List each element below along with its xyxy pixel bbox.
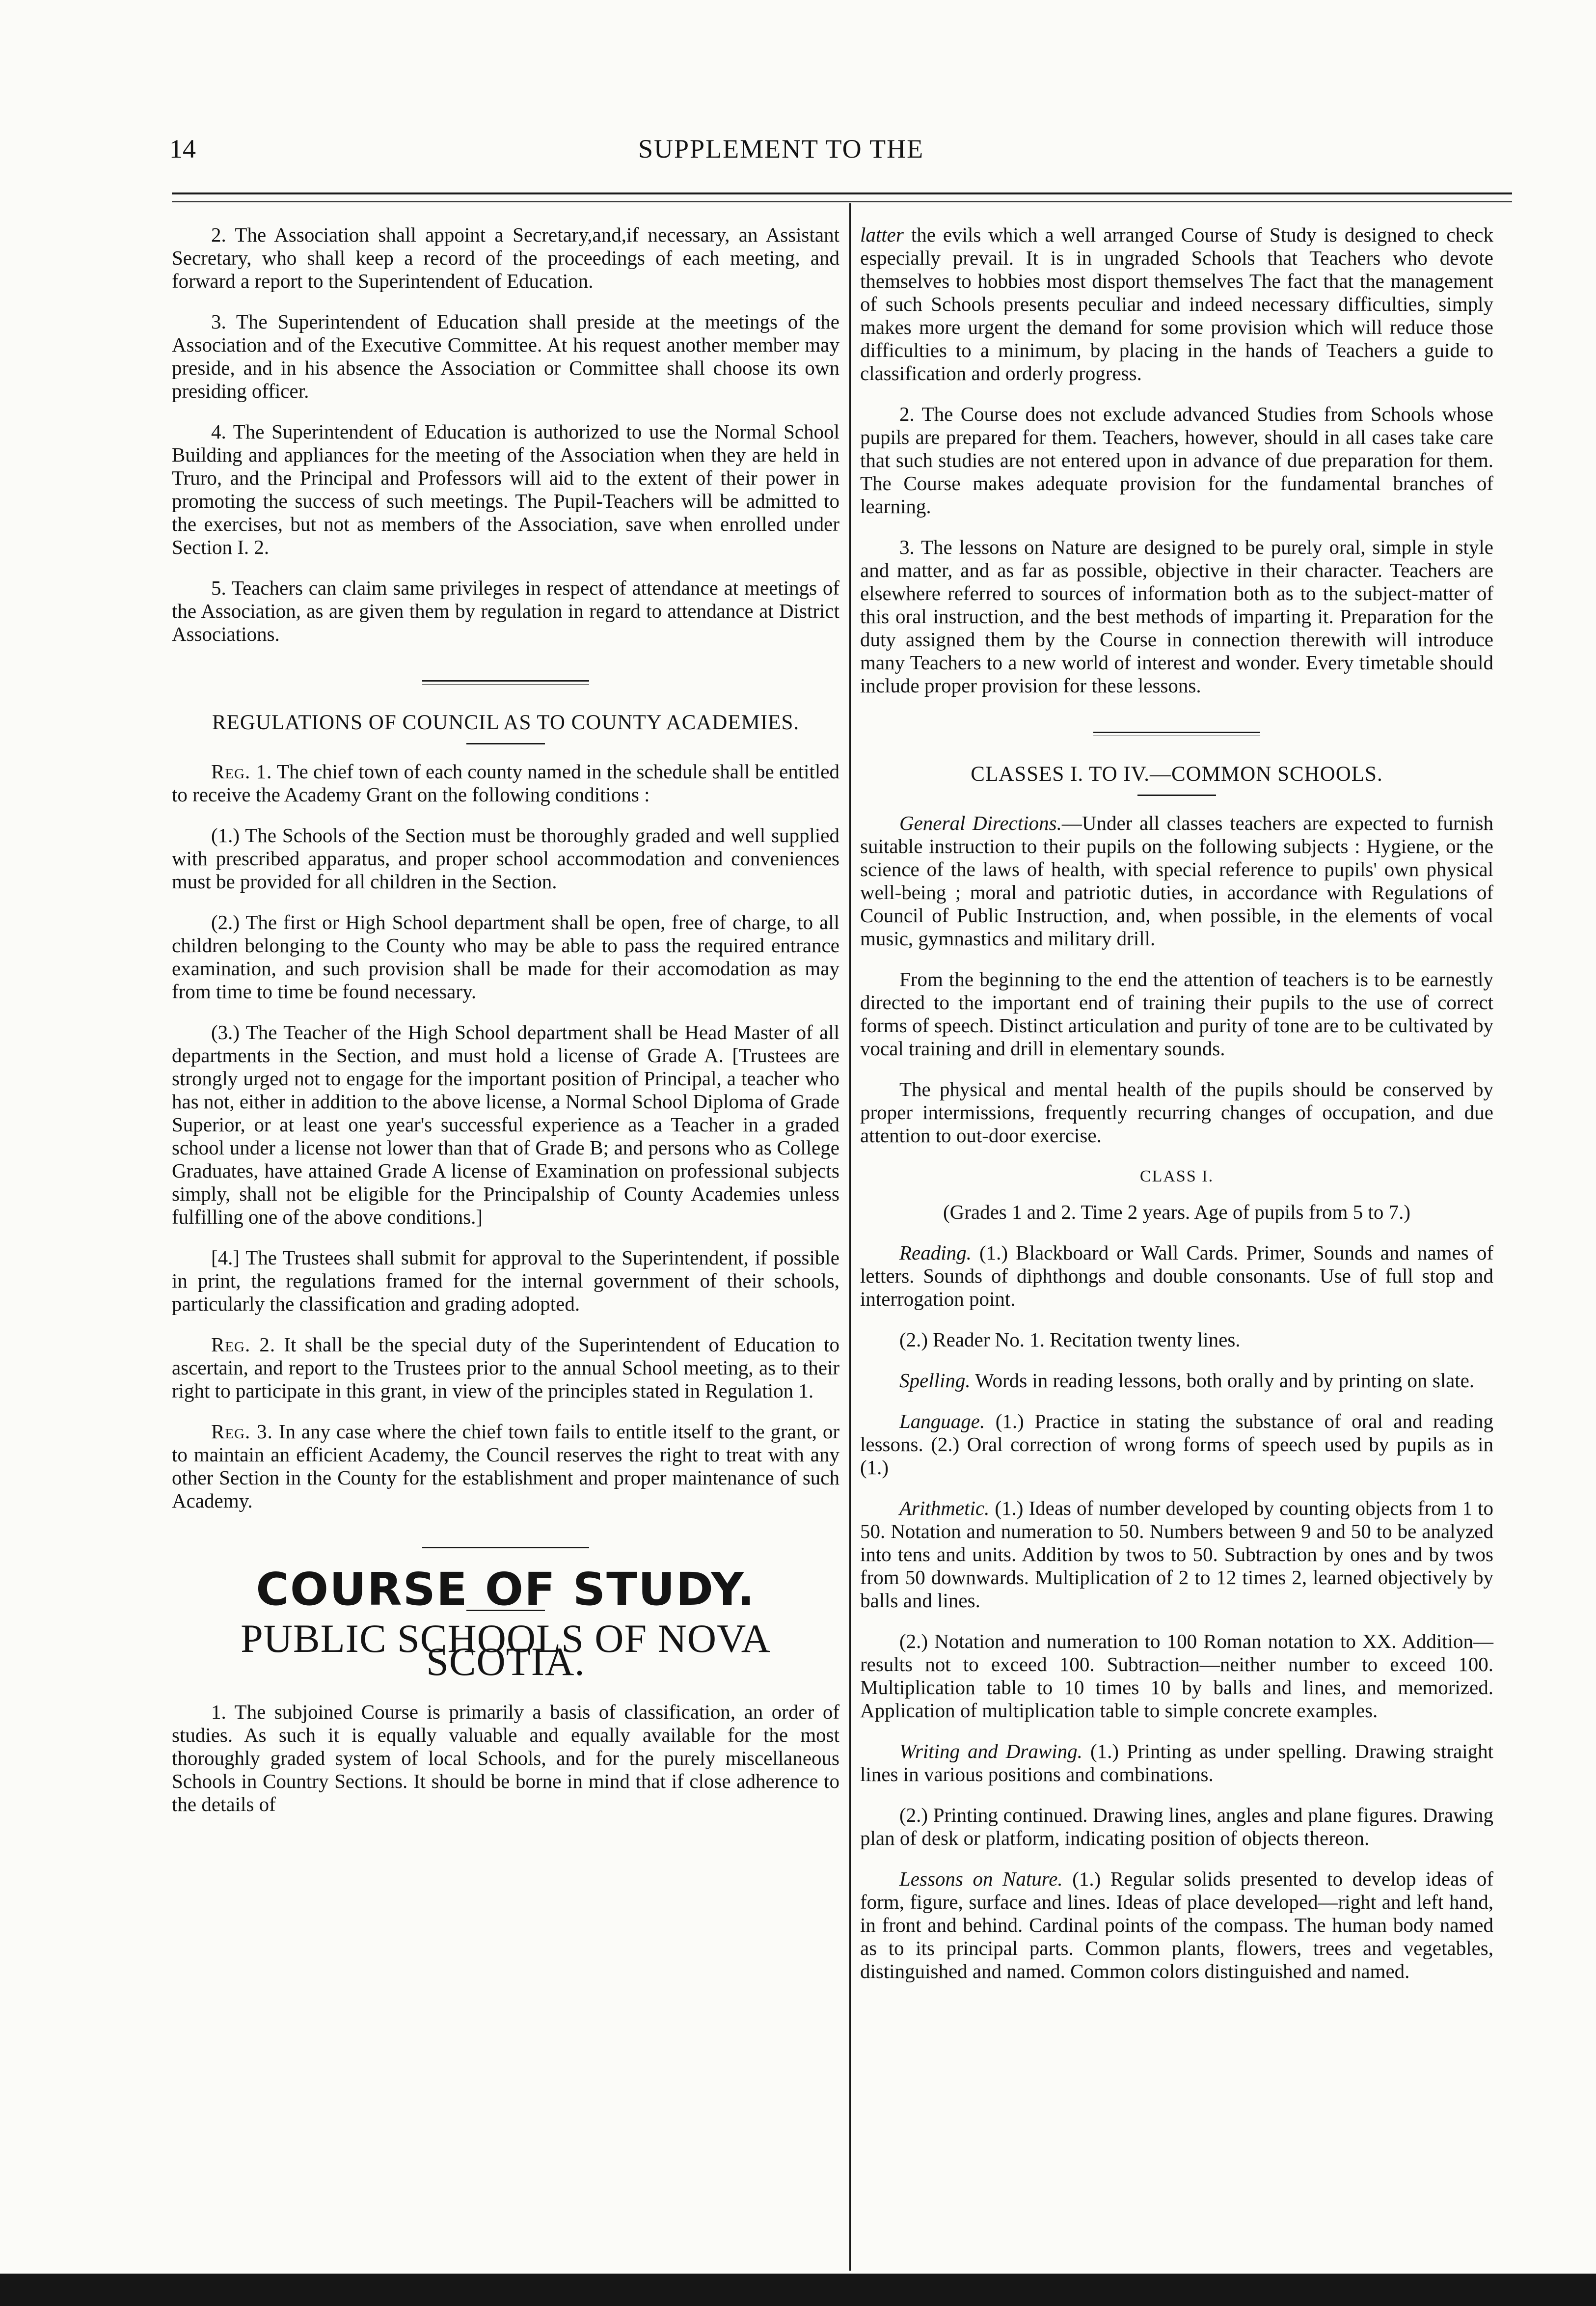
reg-2-label: Reg. 2. — [211, 1333, 276, 1356]
reg-3-label: Reg. 3. — [211, 1420, 273, 1443]
spelling-label: Spelling. — [899, 1369, 971, 1392]
reg-1-label: Reg. 1. — [211, 760, 272, 783]
nature-text: (1.) Regular solids presented to develop ideas of form, figure, surface and lines. Ideas of place developed—right and left hand, in front and behind. Cardinal points of the compass. The human body named as to its principal parts. Common plants, flowers, trees and vegetables, distinguished and named. Common colors distinguished and named. — [860, 1867, 1494, 1982]
regulations-heading: REGULATIONS OF COUNCIL AS TO COUNTY ACADEMIES. — [212, 711, 800, 734]
right-column — [860, 223, 1493, 2001]
heading-rule — [1137, 795, 1216, 796]
attention-para: From the beginning to the end the attention of teachers is to be earnestly directed to the important end of training their pupils to the use of correct forms of speech. Distinct articulation and purity of tone are to be cultivated by vocal training and drill in elementary sounds. — [860, 968, 1493, 1060]
course-title: COURSE OF STUDY. — [256, 1563, 756, 1616]
continued-italic: latter — [860, 223, 904, 246]
general-directions-text: —Under all classes teachers are expected to furnish suitable instruction to their pupils on the following subjects : Hygiene, or the science of the laws of health, with special reference to pupils' own physical well-being ; moral and patriotic duties, in accordance with Regulations of Council of Public Instruction, and, when possible, in the elements of vocal music, gymnastics and military drill. — [860, 812, 1494, 950]
writing-para — [860, 1740, 1493, 1786]
course-subtitle: PUBLIC SCHOOLS OF NOVA SCOTIA. — [241, 1616, 771, 1684]
header-rule — [172, 192, 1512, 194]
condition-2: (2.) The first or High School department shall be open, free of charge, to all children belonging to the County who may be able to pass the required entrance examination, and such provision shall be made for their accomodation as may from time to time be found necessary. — [172, 911, 839, 1003]
classes-heading: CLASSES I. TO IV.—COMMON SCHOOLS. — [971, 763, 1383, 786]
reg-1 — [172, 760, 839, 806]
grades-line: (Grades 1 and 2. Time 2 years. Age of pupils from 5 to 7.) — [943, 1201, 1410, 1223]
section-separator — [1093, 732, 1260, 733]
continued-para — [860, 223, 1493, 385]
spelling-para — [860, 1369, 1493, 1392]
arithmetic-text: (1.) Ideas of number developed by counting objects from 1 to 50. Notation and numeration to 50. Numbers between 9 and 50 to be analyzed into tens and units. Addition by twos to 50. Subtraction by ones and by twos from 50 downwards. Multiplication of 2 to 12 times 2, learned objectively by balls and lines. — [860, 1497, 1493, 1612]
assoc-para-2: 2. The Association shall appoint a Secretary,and,if necessary, an Assistant Secretary, who shall keep a record of the proceedings of each meeting, and forward a report to the Superintendent of Education. — [172, 223, 839, 292]
nature-para — [860, 1867, 1493, 1983]
language-label: Language. — [899, 1410, 985, 1432]
arithmetic-para — [860, 1497, 1493, 1612]
running-title: SUPPLEMENT TO THE — [638, 134, 924, 164]
reg-1-text: The chief town of each county named in the schedule shall be entitled to receive the Academy Grant on the following conditions : — [172, 760, 839, 806]
class-1-heading: CLASS I. — [1139, 1167, 1214, 1185]
writing-text: (1.) Printing as under spelling. Drawing straight lines in various positions and combinations. — [860, 1740, 1493, 1785]
condition-1: (1.) The Schools of the Section must be thoroughly graded and well supplied with prescribed apparatus, and proper school accommodation and conveniences must be provided for all children in the Section. — [172, 824, 839, 893]
column-divider — [849, 203, 851, 2271]
language-para — [860, 1410, 1493, 1479]
language-text: (1.) Practice in stating the substance of oral and reading lessons. (2.) Oral correction of wrong forms of speech used by pupils as in (1.) — [860, 1410, 1494, 1479]
reg-3-text: In any case where the chief town fails to entitle itself to the grant, or to maintain an efficient Academy, the Council reserves the right to treat with any other Section in the County for the establishment and proper maintenance of such Academy. — [172, 1420, 839, 1512]
arithmetic-para-2: (2.) Notation and numeration to 100 Roman notation to XX. Addition—results not to exceed 100. Subtraction—neither number to exceed 100. Multiplication table to 10 times 10 by balls and lines, and memorized. Application of multiplication table to simple concrete examples. — [860, 1630, 1493, 1722]
nature-label: Lessons on Nature. — [899, 1867, 1063, 1890]
assoc-para-3: 3. The Superintendent of Education shall preside at the meetings of the Association and of the Executive Committee. At his request another member may preside, and in his absence the Association or Committee shall choose its own presiding officer. — [172, 310, 839, 402]
reader-line: (2.) Reader No. 1. Recitation twenty lines. — [899, 1328, 1241, 1351]
section-separator — [422, 1547, 589, 1548]
condition-4: [4.] The Trustees shall submit for approval to the Superintendent, if possible in print, the regulations framed for the internal government of their schools, particularly the classification and grading adopted. — [172, 1246, 839, 1315]
left-column — [172, 223, 839, 1834]
reading-para — [860, 1241, 1493, 1311]
assoc-para-4: 4. The Superintendent of Education is authorized to use the Normal School Building and appliances for the meeting of the Association when they are held in Truro, and the Principal and Professors will aid to the extent of their power in promoting the success of such meetings. The Pupil-Teachers will be admitted to the exercises, but not as members of the Association, save when enrolled under Section I. 2. — [172, 420, 839, 558]
reading-text: (1.) Blackboard or Wall Cards. Primer, Sounds and names of letters. Sounds of diphthongs and double consonants. Use of full stop and interrogation point. — [860, 1241, 1493, 1310]
reg-2-text: It shall be the special duty of the Superintendent of Education to ascertain, and report to the Trustees prior to the annual School meeting, as to their right to participate in this grant, in view of the principles stated in Regulation 1. — [172, 1333, 839, 1402]
reading-label: Reading. — [899, 1241, 972, 1264]
section-separator — [422, 680, 589, 682]
course-para-2: 2. The Course does not exclude advanced Studies from Schools whose pupils are prepared for them. Teachers, however, should in all cases take care that such studies are not entered upon in advance of due preparation for them. The Course makes adequate provision for the fundamental branches of learning. — [860, 403, 1493, 518]
writing-para-2: (2.) Printing continued. Drawing lines, angles and plane figures. Drawing plan of desk or platform, indicating position of objects thereon. — [860, 1804, 1493, 1849]
course-para-1: 1. The subjoined Course is primarily a basis of classification, an order of studies. As such it is equally valuable and equally available for the most thoroughly graded system of local Schools, and for the purely miscellaneous Schools in Country Sections. It should be borne in mind that if close adherence to the details of — [172, 1701, 839, 1815]
general-directions — [860, 812, 1493, 950]
assoc-para-5: 5. Teachers can claim same privileges in respect of attendance at meetings of the Association, as are given them by regulation in regard to attendance at District Associations. — [172, 576, 839, 645]
general-directions-label: General Directions. — [899, 812, 1062, 834]
header-rule-thin — [172, 201, 1512, 202]
reg-3 — [172, 1420, 839, 1512]
health-para: The physical and mental health of the pupils should be conserved by proper intermissions, frequently recurring changes of occupation, and due attention to out-door exercise. — [860, 1078, 1493, 1147]
page-bottom-edge — [0, 2274, 1596, 2306]
spelling-text: Words in reading lessons, both orally and by printing on slate. — [975, 1369, 1475, 1392]
heading-rule — [466, 743, 545, 744]
course-para-3: 3. The lessons on Nature are designed to be purely oral, simple in style and matter, and as far as possible, objective in their character. Teachers are elsewhere referred to sources of information both as to the subject-matter of this oral instruction, and the best methods of imparting it. Preparation for the duty assigned them by the Course in connection therewith will introduce many Teachers to a new world of interest and wonder. Every timetable should include proper provision for these lessons. — [860, 536, 1493, 697]
reg-2 — [172, 1333, 839, 1402]
arithmetic-label: Arithmetic. — [899, 1497, 990, 1519]
writing-label: Writing and Drawing. — [899, 1740, 1082, 1762]
page-number: 14 — [169, 134, 196, 164]
condition-3: (3.) The Teacher of the High School department shall be Head Master of all departments in the Section, and must hold a license of Grade A. [Trustees are strongly urged not to engage for the important position of Principal, a teacher who has not, either in addition to the above license, a Normal School Diploma of Grade Superior, or at least one year's successful experience as a Teacher in a graded school under a license not lower than that of Grade B; and persons who as College Graduates, have attained Grade A license of Examination on professional subjects simply, shall not be eligible for the Principalship of County Academies unless fulfilling one of the above conditions.] — [172, 1021, 839, 1228]
continued-text: the evils which a well arranged Course of Study is designed to check especially prevail. It is in ungraded Schools that Teachers who devote themselves to hobbies most disport themselves The fact that the management of such Schools presents peculiar and indeed necessary difficulties, simply makes more urgent the demand for some provision which will reduce those difficulties to a minimum, by placing in the hands of Teachers a guide to classification and orderly progress. — [860, 223, 1494, 384]
